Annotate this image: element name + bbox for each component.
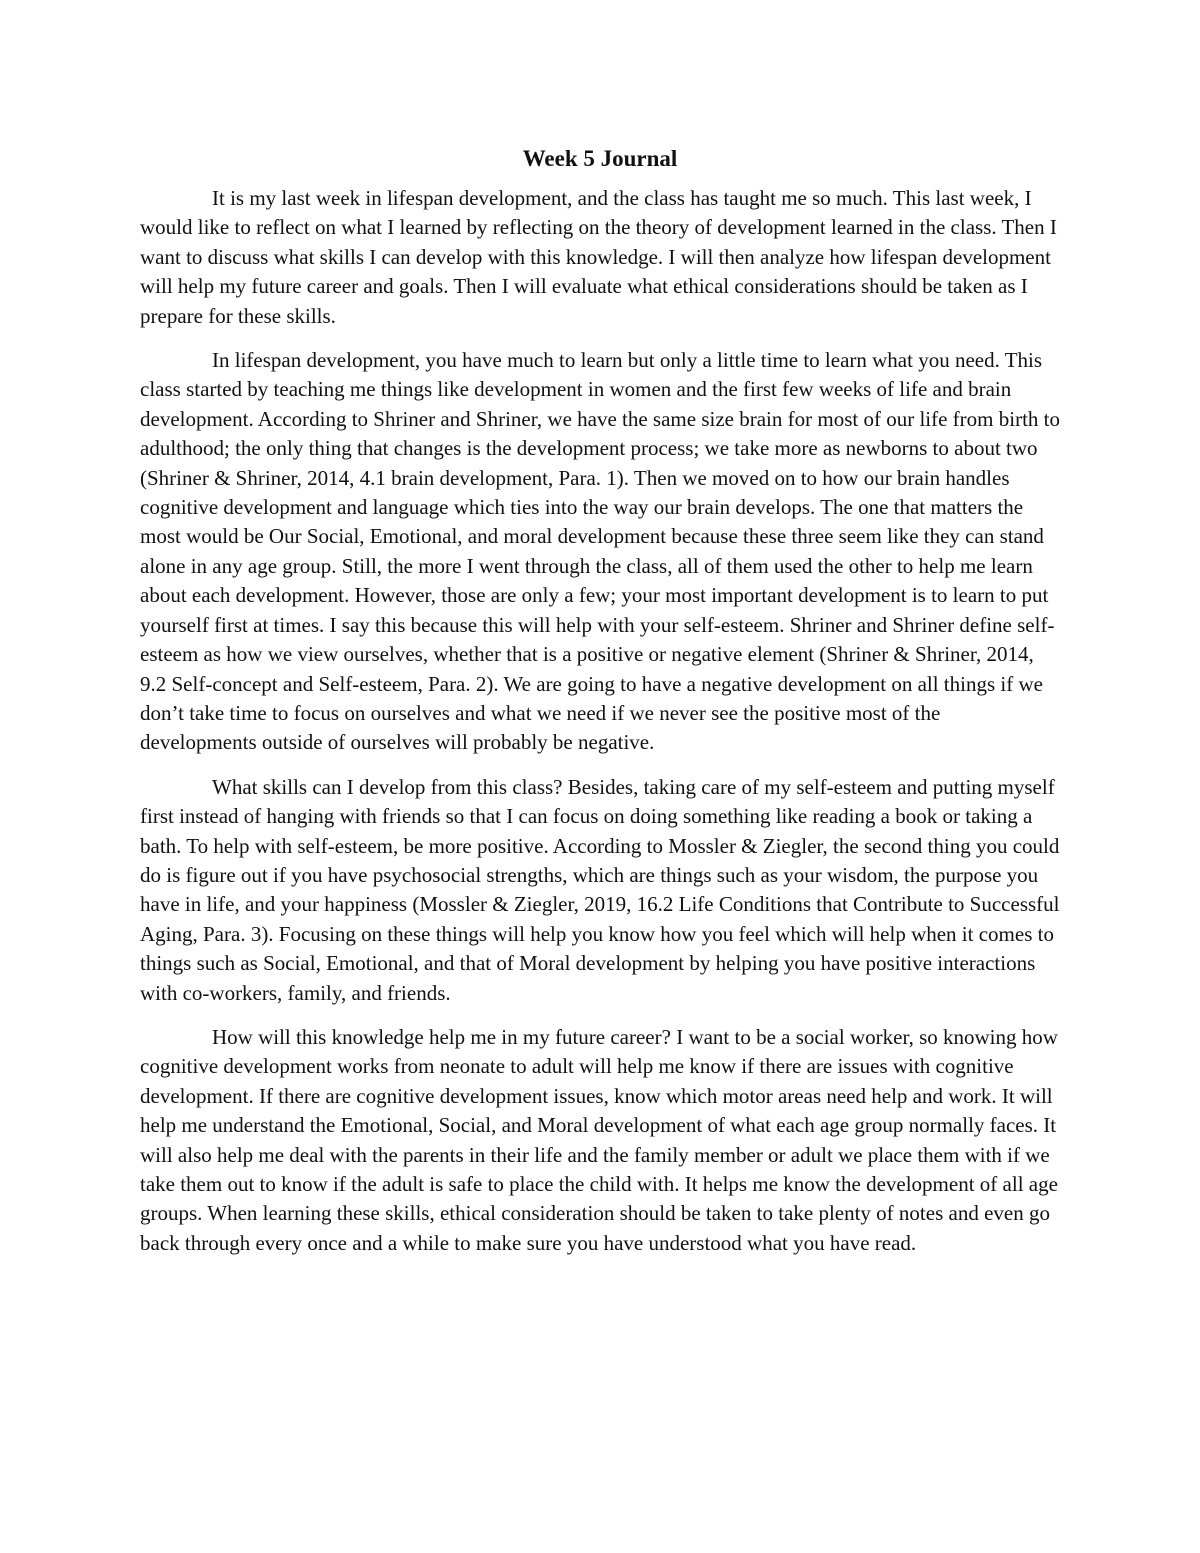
paragraph-skills: What skills can I develop from this class? Besides, taking care of my self-esteem and putting myself first instead of hanging with friends so that I can focus on doing something like reading a book or taking a bath. To help with self-esteem, be more positive. According to Mossler & Ziegler, the second thing you could do is figure out if you have psychosocial strengths, which are things such as your wisdom, the purpose you have in life, and your happiness (Mossler & Ziegler, 2019, 16.2 Life Conditions that Contribute to Successful Aging, Para. 3). Focusing on these things will help you know how you feel which will help when it comes to things such as Social, Emotional, and that of Moral development by helping you have positive interactions with co-workers, family, and friends. [140,774,1060,1005]
document-title: Week 5 Journal [522,146,678,171]
document-body [140,140,1060,1273]
paragraph-introduction: It is my last week in lifespan development, and the class has taught me so much. This last week, I would like to reflect on what I learned by reflecting on the theory of development learned in the class. Then I want to discuss what skills I can develop with this knowledge. I will then analyze how lifespan development will help my future career and goals. Then I will evaluate what ethical considerations should be taken as I prepare for these skills. [140,186,1057,328]
paragraph-lifespan-development: In lifespan development, you have much to learn but only a little time to learn what you need. This class started by teaching me things like development in women and the first few weeks of life and brain development. According to Shriner and Shriner, we have the same size brain for most of our life from birth to adulthood; the only thing that changes is the development process; we take more as newborns to about two (Shriner & Shriner, 2014, 4.1 brain development, Para. 1). Then we moved on to how our brain handles cognitive development and language which ties into the way our brain develops. The one that matters the most would be Our Social, Emotional, and moral development because these three seem like they can stand alone in any age group. Still, the more I went through the class, all of them used the other to help me learn about each development. However, those are only a few; your most important development is to learn to put yourself first at times. I say this because this will help with your self-esteem. Shriner and Shriner define self-esteem as how we view ourselves, whether that is a positive or negative element (Shriner & Shriner, 2014, 9.2 Self-concept and Self-esteem, Para. 2). We are going to have a negative development on all things if we don’t take time to focus on ourselves and what we need if we never see the positive most of the developments outside of ourselves will probably be negative. [140,348,1060,755]
paragraph-future-career: How will this knowledge help me in my future career? I want to be a social worker, so knowing how cognitive development works from neonate to adult will help me know if there are issues with cognitive development. If there are cognitive development issues, know which motor areas need help and work. It will help me understand the Emotional, Social, and Moral development of what each age group normally faces. It will also help me deal with the parents in their life and the family member or adult we place them with if we take them out to know if the adult is safe to place the child with. It helps me know the development of all age groups. When learning these skills, ethical consideration should be taken to take plenty of notes and even go back through every once and a while to make sure you have understood what you have read. [140,1024,1058,1255]
